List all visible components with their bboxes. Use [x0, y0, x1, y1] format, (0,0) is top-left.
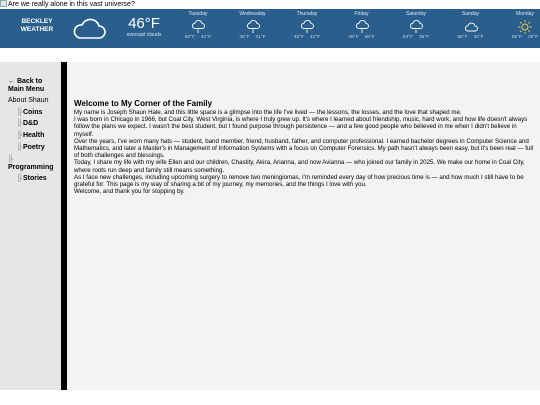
- page-title: Welcome to My Corner of the Family: [74, 99, 213, 108]
- rain-cloud-icon: [335, 18, 389, 35]
- weather-location-line1: BECKLEY: [21, 18, 53, 25]
- weather-widget: [0, 9, 540, 48]
- forecast-day-name: Thursday: [296, 11, 318, 17]
- nav-item-label: Programming: [8, 164, 54, 171]
- header-banner-image: [0, 0, 540, 9]
- forecast-high: 55°F: [511, 35, 522, 40]
- forecast-high: 45°F: [293, 35, 304, 40]
- nav-item-health[interactable]: [17, 132, 44, 140]
- article-paragraph: My name is Joseph Shaun Hale, and this little space is a glimpse into the life I've lived — the lessons, the losses, and the love that shaped me.: [74, 109, 462, 116]
- nav-item-label: D&D: [22, 120, 39, 127]
- forecast-low: 41°F: [201, 35, 212, 40]
- nav-item-label: Health: [22, 132, 45, 139]
- nav-item-label: Coins: [22, 109, 43, 116]
- nav-item-poetry[interactable]: [17, 144, 45, 152]
- forecast-low: 34°F: [473, 35, 484, 40]
- banner-alt-text: Are we really alone in this vast universe?: [8, 1, 135, 8]
- tree-branch-icon: ╠: [17, 144, 22, 151]
- forecast-low: 41°F: [255, 35, 266, 40]
- current-temperature: 46°F: [128, 15, 160, 32]
- rain-cloud-icon: [280, 18, 334, 35]
- welcome-article: [74, 99, 534, 195]
- weather-location: [8, 18, 66, 34]
- forecast-temps: [444, 35, 498, 40]
- current-condition: overcast clouds: [126, 32, 162, 38]
- nav-item-label: Poetry: [22, 144, 45, 151]
- article-paragraph: Today, I share my life with my wife Ellen and our children, Chastity, Akira, Arianna, and now Avianna — who joined our family in 2025. We make our home in Coal City, where roots run deep and family still means something.: [74, 159, 525, 174]
- nav-about-shaun[interactable]: About Shaun: [8, 97, 49, 104]
- nav-item-label: Stories: [22, 175, 47, 182]
- article-paragraph: Welcome, and thank you for stopping by.: [74, 188, 185, 196]
- forecast-day-name: Sunday: [462, 11, 479, 17]
- forecast-day-name: Friday: [354, 11, 369, 17]
- broken-image-icon: [0, 0, 7, 7]
- rain-cloud-icon: [389, 18, 443, 35]
- back-link-line1: ← Back to: [8, 78, 43, 85]
- sun-icon: [498, 18, 540, 35]
- forecast-temps: [498, 35, 540, 40]
- forecast-day: [335, 9, 389, 48]
- back-link-line2: Main Menu: [8, 86, 45, 93]
- forecast-day: [389, 9, 443, 48]
- weather-location-line2: WEATHER: [20, 26, 54, 33]
- forecast-high: 54°F: [402, 35, 413, 40]
- forecast-low: 36°F: [364, 35, 375, 40]
- forecast-day-name: Monday: [516, 11, 534, 17]
- nav-item-dnd[interactable]: [17, 120, 38, 128]
- cloud-icon: [72, 17, 106, 46]
- forecast-temps: [171, 35, 225, 40]
- forecast-temps: [226, 35, 280, 40]
- forecast-low: 41°F: [310, 35, 321, 40]
- forecast-low: 36°F: [419, 35, 430, 40]
- forecast-high: 55°F: [457, 35, 468, 40]
- forecast-day-name: Saturday: [405, 11, 426, 17]
- forecast-temps: [389, 35, 443, 40]
- forecast-high: 45°F: [239, 35, 250, 40]
- forecast-high: 50°F: [184, 35, 195, 40]
- forecast-day: [226, 9, 280, 48]
- article-paragraph: I was born in Chicago in 1966, but Coal City, West Virginia, is where I truly grew up. It's where I learned about friendship, music, hard work, and how life doesn't always follow the plans we expect. I wasn't the best student, but I found purpose through persistence — and a few good people who believed in me when I didn't believe in myself.: [74, 116, 528, 138]
- nav-item-stories[interactable]: [17, 175, 47, 183]
- forecast-day: [280, 9, 334, 48]
- forecast-day: [444, 9, 498, 48]
- forecast-day: [171, 9, 225, 48]
- forecast-day-name: Wednesday: [239, 11, 266, 17]
- forecast-temps: [280, 35, 334, 40]
- article-paragraph: As I face new challenges, including upcoming surgery to remove two meningiomas, I'm reminded every day of how precious time is — and how much I still have to be grateful for. This page is my way of sharing a bit of my journey, my memories, and the things I love with you.: [74, 173, 524, 189]
- tree-branch-icon: ╠: [8, 156, 13, 163]
- nav-item-programming[interactable]: [8, 156, 54, 172]
- forecast-day: [498, 9, 540, 48]
- tree-branch-icon: ╠: [17, 132, 22, 139]
- tree-branch-icon: ╠: [17, 109, 22, 116]
- forecast-day-name: Tuesday: [188, 11, 208, 17]
- article-paragraph: Over the years, I've worn many hats — student, band member, friend, husband, father, and computer professional. I earned bachelor degrees in Computer Science and Mathematics, and later a Master's in Management of Information Systems with a focus on Computer Forensics. My path hasn't always been easy, but it's been real — full of both challenges and blessings.: [74, 137, 534, 160]
- rain-cloud-icon: [226, 18, 280, 35]
- forecast-low: 39°F: [528, 35, 539, 40]
- tree-branch-icon: ╠: [17, 120, 22, 127]
- rain-cloud-icon: [171, 18, 225, 35]
- cloud-icon: [444, 18, 498, 35]
- back-to-main-menu-link[interactable]: [8, 78, 44, 94]
- nav-item-coins[interactable]: [17, 109, 42, 117]
- forecast-temps: [335, 35, 389, 40]
- forecast-high: 48°F: [348, 35, 359, 40]
- tree-branch-icon: ╠: [17, 175, 22, 182]
